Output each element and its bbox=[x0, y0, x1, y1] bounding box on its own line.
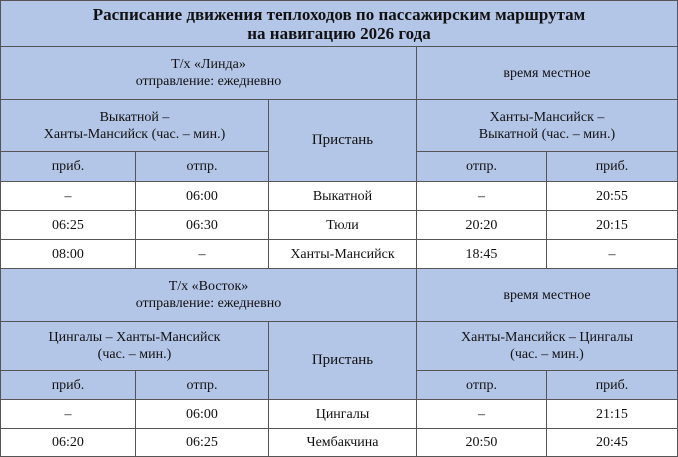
table-row bbox=[1, 211, 678, 240]
route-left-line-1: Выкатной – bbox=[99, 109, 170, 125]
departure-note: отправление: ежедневно bbox=[135, 74, 282, 89]
pier-header: Пристань bbox=[269, 322, 417, 400]
table-row bbox=[1, 240, 678, 269]
title-line-1: Расписание движения теплоходов по пассажирским маршрутам bbox=[92, 4, 586, 24]
route-header-row bbox=[1, 100, 678, 152]
pier-header: Пристань bbox=[269, 100, 417, 182]
departure-time: 06:00 bbox=[136, 400, 269, 429]
arrival-time: 08:00 bbox=[1, 240, 136, 269]
pier-name: Выкатной bbox=[269, 182, 417, 211]
route-right-line-1: Ханты-Мансийск – Цингалы bbox=[461, 330, 633, 345]
departure-note: отправление: ежедневно bbox=[135, 296, 282, 311]
arrival-time: 06:25 bbox=[1, 211, 136, 240]
page-title bbox=[1, 1, 678, 47]
route-left-line-2: Ханты-Мансийск (час. – мин.) bbox=[43, 126, 226, 142]
arrival-time: 21:15 bbox=[547, 400, 678, 429]
title-row bbox=[1, 1, 678, 47]
route-right-header bbox=[417, 100, 678, 152]
arrival-time: – bbox=[547, 240, 678, 269]
col-header-arrival: приб. bbox=[547, 371, 678, 400]
local-time-note: время местное bbox=[417, 269, 678, 322]
departure-time: 06:30 bbox=[136, 211, 269, 240]
col-header-departure: отпр. bbox=[417, 371, 547, 400]
vessel-header-row bbox=[1, 269, 678, 322]
route-left-line-2: (час. – мин.) bbox=[97, 347, 172, 362]
table-row bbox=[1, 400, 678, 429]
table-row bbox=[1, 182, 678, 211]
departure-time: – bbox=[417, 182, 547, 211]
pier-name: Ханты-Мансийск bbox=[269, 240, 417, 269]
col-header-departure: отпр. bbox=[136, 371, 269, 400]
arrival-time: 20:15 bbox=[547, 211, 678, 240]
route-header-row bbox=[1, 322, 678, 371]
pier-name: Тюли bbox=[269, 211, 417, 240]
route-right-line-2: Выкатной (час. – мин.) bbox=[478, 126, 616, 142]
arrival-time: 20:45 bbox=[547, 429, 678, 457]
vessel-header-row bbox=[1, 47, 678, 100]
vessel-cell bbox=[1, 47, 417, 100]
route-right-line-1: Ханты-Мансийск – bbox=[489, 109, 605, 125]
departure-time: 06:00 bbox=[136, 182, 269, 211]
arrival-time: – bbox=[1, 182, 136, 211]
vessel-name: Т/х «Линда» bbox=[171, 57, 246, 72]
departure-time: 20:20 bbox=[417, 211, 547, 240]
vessel-name: Т/х «Восток» bbox=[168, 279, 249, 294]
route-right-line-2: (час. – мин.) bbox=[510, 347, 584, 362]
departure-time: 06:25 bbox=[136, 429, 269, 457]
arrival-time: – bbox=[1, 400, 136, 429]
route-left-header bbox=[1, 322, 269, 371]
route-left-line-1: Цингалы – Ханты-Мансийск bbox=[48, 330, 221, 345]
pier-name: Чембакчина bbox=[269, 429, 417, 457]
arrival-time: 20:55 bbox=[547, 182, 678, 211]
departure-time: 18:45 bbox=[417, 240, 547, 269]
title-line-2: на навигацию 2026 года bbox=[247, 23, 431, 43]
departure-time: 20:50 bbox=[417, 429, 547, 457]
col-header-arrival: приб. bbox=[1, 152, 136, 182]
route-right-header bbox=[417, 322, 678, 371]
col-header-arrival: приб. bbox=[1, 371, 136, 400]
col-header-arrival: приб. bbox=[547, 152, 678, 182]
pier-name: Цингалы bbox=[269, 400, 417, 429]
arrival-time: 06:20 bbox=[1, 429, 136, 457]
vessel-cell bbox=[1, 269, 417, 322]
col-header-departure: отпр. bbox=[136, 152, 269, 182]
departure-time: – bbox=[417, 400, 547, 429]
col-header-departure: отпр. bbox=[417, 152, 547, 182]
departure-time: – bbox=[136, 240, 269, 269]
route-left-header bbox=[1, 100, 269, 152]
table-row bbox=[1, 429, 678, 457]
local-time-note: время местное bbox=[417, 47, 678, 100]
